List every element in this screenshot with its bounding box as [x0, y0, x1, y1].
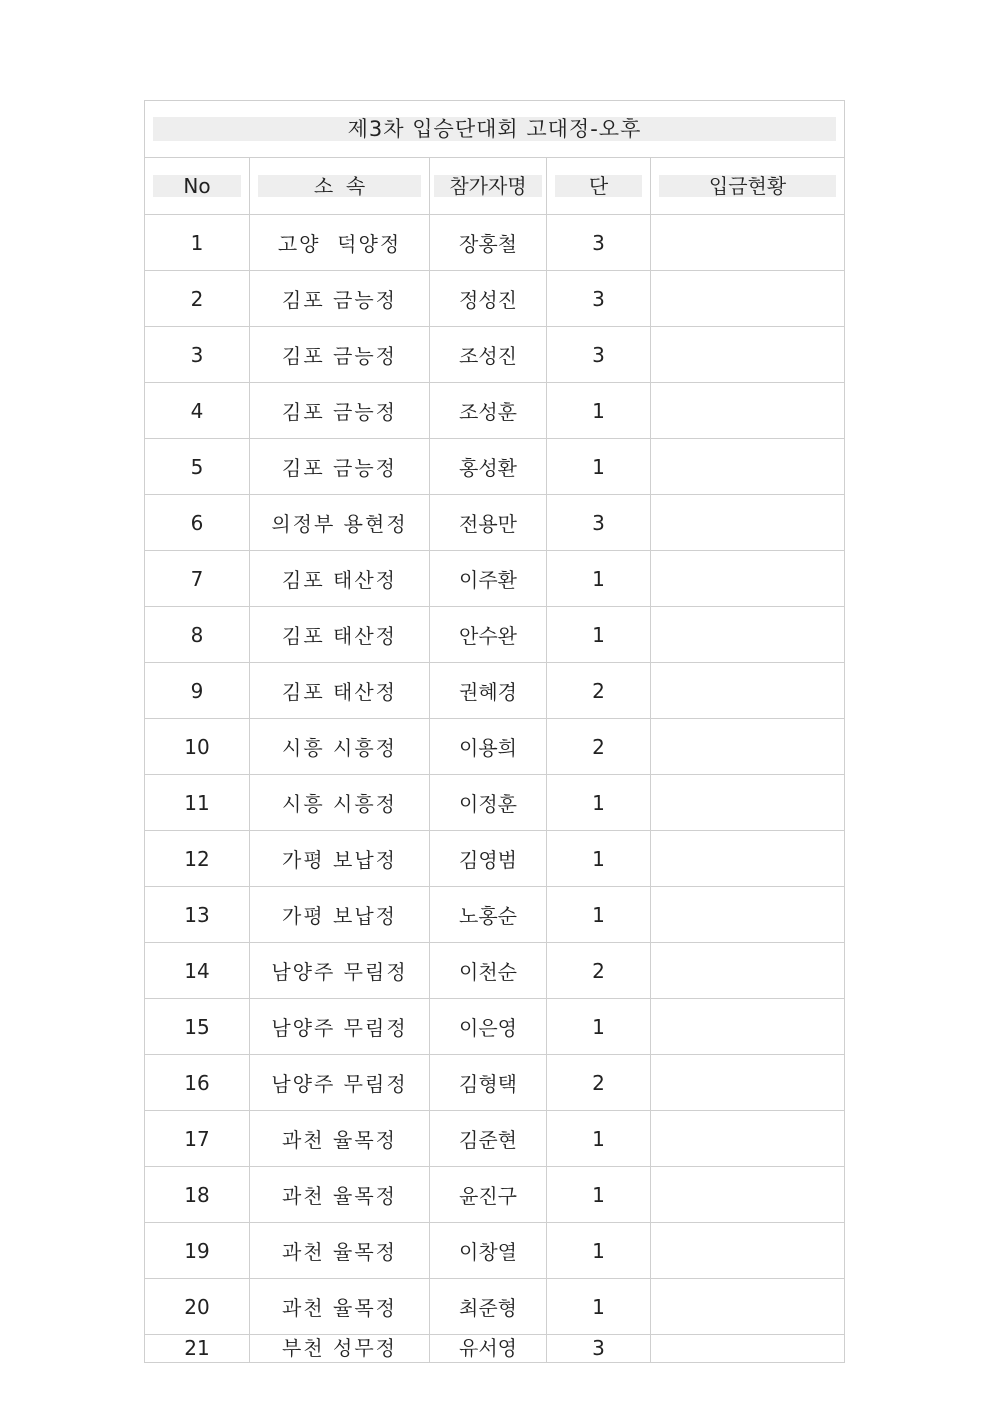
payment-cell	[651, 887, 845, 943]
rank-cell: 1	[547, 999, 651, 1055]
affiliation-cell: 김포 태산정	[250, 551, 430, 607]
table-row	[145, 215, 845, 271]
payment-cell	[651, 327, 845, 383]
rank-cell: 2	[547, 663, 651, 719]
table-row	[145, 271, 845, 327]
affiliation-cell: 과천 율목정	[250, 1167, 430, 1223]
no-cell: 8	[145, 607, 250, 663]
no-cell: 4	[145, 383, 250, 439]
no-cell: 14	[145, 943, 250, 999]
payment-cell	[651, 1335, 845, 1363]
participant-cell: 이천순	[430, 943, 547, 999]
no-cell: 19	[145, 1223, 250, 1279]
no-cell: 2	[145, 271, 250, 327]
affiliation-cell: 시흥 시흥정	[250, 775, 430, 831]
affiliation-cell: 가평 보납정	[250, 831, 430, 887]
rank-cell: 3	[547, 271, 651, 327]
payment-cell	[651, 943, 845, 999]
header-participant	[430, 158, 547, 215]
table-row	[145, 439, 845, 495]
header-payment	[651, 158, 845, 215]
header-participant-label: 참가자명	[434, 175, 542, 197]
participant-cell: 안수완	[430, 607, 547, 663]
rank-cell: 2	[547, 719, 651, 775]
affiliation-cell: 과천 율목정	[250, 1223, 430, 1279]
no-cell: 11	[145, 775, 250, 831]
affiliation-cell: 남양주 무림정	[250, 1055, 430, 1111]
affiliation-cell: 김포 금능정	[250, 439, 430, 495]
no-cell: 13	[145, 887, 250, 943]
participant-cell: 전용만	[430, 495, 547, 551]
rank-cell: 3	[547, 327, 651, 383]
participant-cell: 노홍순	[430, 887, 547, 943]
payment-cell	[651, 607, 845, 663]
participant-cell: 이정훈	[430, 775, 547, 831]
header-affiliation-label: 소 속	[258, 175, 421, 197]
rank-cell: 1	[547, 1111, 651, 1167]
no-cell: 6	[145, 495, 250, 551]
payment-cell	[651, 831, 845, 887]
header-row	[145, 158, 845, 215]
header-affiliation	[250, 158, 430, 215]
participant-cell: 이용희	[430, 719, 547, 775]
no-cell: 9	[145, 663, 250, 719]
affiliation-cell: 김포 금능정	[250, 327, 430, 383]
participant-cell: 윤진구	[430, 1167, 547, 1223]
no-cell: 7	[145, 551, 250, 607]
rank-cell: 1	[547, 775, 651, 831]
table-row	[145, 1335, 845, 1363]
affiliation-cell: 김포 금능정	[250, 383, 430, 439]
table-row	[145, 1279, 845, 1335]
participant-cell: 장홍철	[430, 215, 547, 271]
roster-table	[144, 100, 845, 1363]
table-row	[145, 775, 845, 831]
table-row	[145, 1223, 845, 1279]
payment-cell	[651, 439, 845, 495]
no-cell: 20	[145, 1279, 250, 1335]
no-cell: 12	[145, 831, 250, 887]
affiliation-cell: 김포 태산정	[250, 663, 430, 719]
table-row	[145, 1167, 845, 1223]
affiliation-cell: 김포 금능정	[250, 271, 430, 327]
title-cell	[145, 101, 845, 158]
payment-cell	[651, 719, 845, 775]
participant-cell: 김준현	[430, 1111, 547, 1167]
roster-sheet	[144, 100, 844, 1363]
page-title: 제3차 입승단대회 고대정-오후	[153, 117, 836, 141]
table-row	[145, 831, 845, 887]
affiliation-cell: 과천 율목정	[250, 1111, 430, 1167]
table-row	[145, 887, 845, 943]
rank-cell: 1	[547, 1279, 651, 1335]
participant-cell: 이창열	[430, 1223, 547, 1279]
participant-cell: 이은영	[430, 999, 547, 1055]
affiliation-cell: 남양주 무림정	[250, 999, 430, 1055]
affiliation-cell: 가평 보납정	[250, 887, 430, 943]
rank-cell: 1	[547, 1223, 651, 1279]
participant-cell: 김영범	[430, 831, 547, 887]
payment-cell	[651, 271, 845, 327]
table-row	[145, 663, 845, 719]
no-cell: 10	[145, 719, 250, 775]
participant-cell: 홍성환	[430, 439, 547, 495]
payment-cell	[651, 1279, 845, 1335]
rank-cell: 1	[547, 439, 651, 495]
no-cell: 18	[145, 1167, 250, 1223]
affiliation-cell: 남양주 무림정	[250, 943, 430, 999]
payment-cell	[651, 551, 845, 607]
no-cell: 5	[145, 439, 250, 495]
payment-cell	[651, 663, 845, 719]
participant-cell: 이주환	[430, 551, 547, 607]
header-no-label: No	[153, 175, 241, 197]
payment-cell	[651, 1055, 845, 1111]
table-row	[145, 327, 845, 383]
no-cell: 16	[145, 1055, 250, 1111]
participant-cell: 유서영	[430, 1335, 547, 1363]
affiliation-cell: 의정부 용현정	[250, 495, 430, 551]
rank-cell: 3	[547, 1335, 651, 1363]
rank-cell: 3	[547, 215, 651, 271]
rank-cell: 3	[547, 495, 651, 551]
payment-cell	[651, 383, 845, 439]
affiliation-cell: 부천 성무정	[250, 1335, 430, 1363]
table-row	[145, 383, 845, 439]
table-row	[145, 1055, 845, 1111]
no-cell: 1	[145, 215, 250, 271]
table-row	[145, 999, 845, 1055]
table-row	[145, 551, 845, 607]
header-no	[145, 158, 250, 215]
rank-cell: 2	[547, 943, 651, 999]
table-row	[145, 607, 845, 663]
rank-cell: 1	[547, 607, 651, 663]
no-cell: 3	[145, 327, 250, 383]
table-row	[145, 1111, 845, 1167]
rank-cell: 1	[547, 551, 651, 607]
payment-cell	[651, 999, 845, 1055]
rank-cell: 1	[547, 831, 651, 887]
participant-cell: 조성진	[430, 327, 547, 383]
header-rank	[547, 158, 651, 215]
affiliation-cell: 고양 덕양정	[250, 215, 430, 271]
participant-cell: 권혜경	[430, 663, 547, 719]
no-cell: 15	[145, 999, 250, 1055]
header-payment-label: 입금현황	[659, 175, 836, 197]
affiliation-cell: 과천 율목정	[250, 1279, 430, 1335]
participant-cell: 김형택	[430, 1055, 547, 1111]
participant-cell: 최준형	[430, 1279, 547, 1335]
rank-cell: 1	[547, 383, 651, 439]
header-rank-label: 단	[555, 175, 642, 197]
title-row	[145, 101, 845, 158]
no-cell: 21	[145, 1335, 250, 1363]
affiliation-cell: 시흥 시흥정	[250, 719, 430, 775]
no-cell: 17	[145, 1111, 250, 1167]
payment-cell	[651, 1167, 845, 1223]
payment-cell	[651, 775, 845, 831]
payment-cell	[651, 215, 845, 271]
participant-cell: 조성훈	[430, 383, 547, 439]
participant-cell: 정성진	[430, 271, 547, 327]
payment-cell	[651, 1111, 845, 1167]
table-row	[145, 495, 845, 551]
rank-cell: 1	[547, 887, 651, 943]
table-row	[145, 719, 845, 775]
table-row	[145, 943, 845, 999]
affiliation-cell: 김포 태산정	[250, 607, 430, 663]
payment-cell	[651, 495, 845, 551]
rank-cell: 1	[547, 1167, 651, 1223]
rank-cell: 2	[547, 1055, 651, 1111]
payment-cell	[651, 1223, 845, 1279]
